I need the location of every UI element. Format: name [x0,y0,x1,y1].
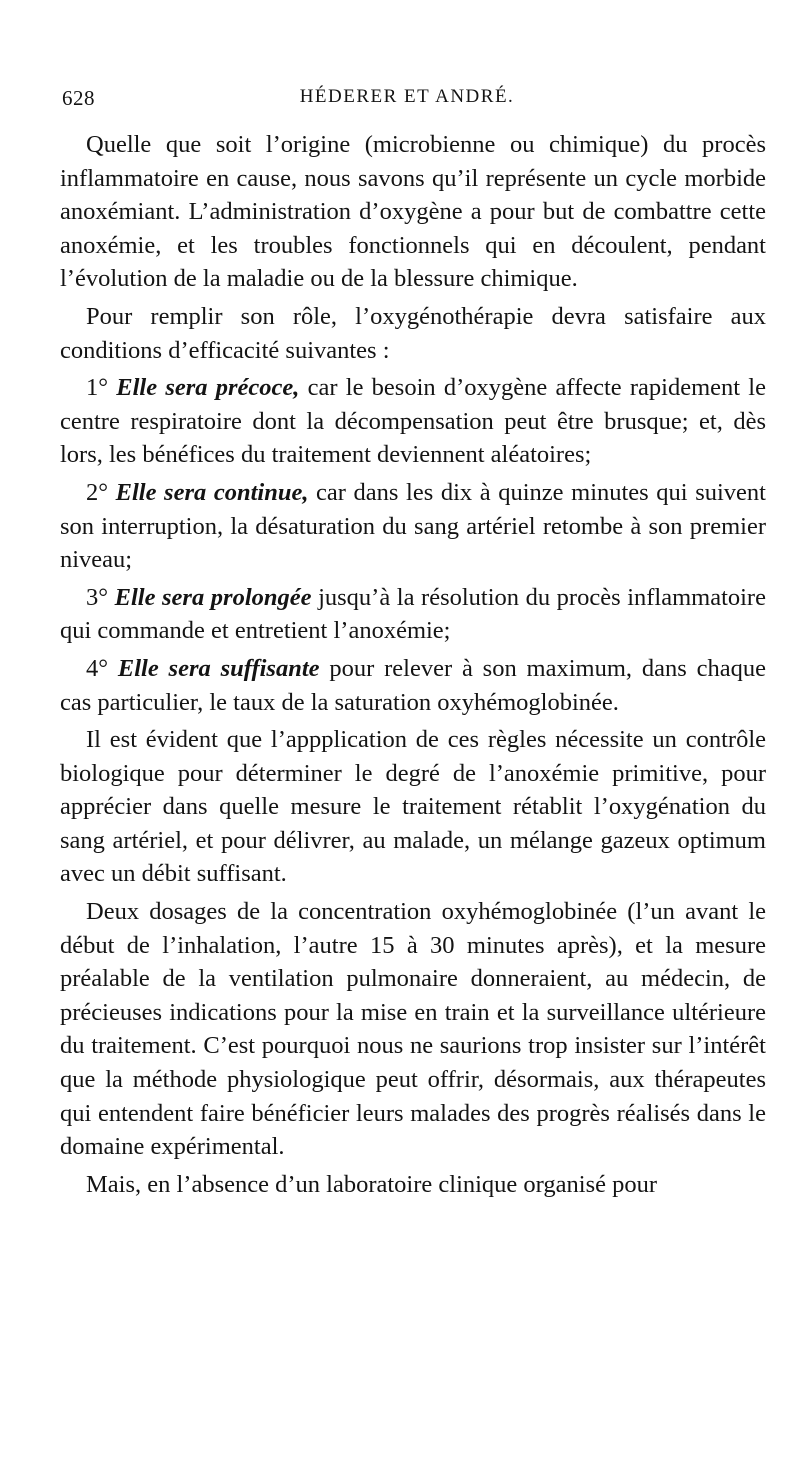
condition-emphasis: Elle sera précoce, [116,374,300,402]
page-header [62,86,752,110]
condition-emphasis: Elle sera suffisante [117,654,320,682]
page-number: 628 [62,86,95,110]
paragraph-laboratory: Mais, en l’absence d’un laboratoire clinique organisé pour [86,1170,658,1198]
item-number: 1° [86,374,117,402]
condition-item-4 [60,652,766,719]
paragraph-dosages: Deux dosages de la concentration oxyhémoglobinée (l’un avant le début de l’inhalation, l’autre 15 à 30 minutes après), et la mesure préalable de la ventilation pulmonaire donneraient, au médecin, de précieuses indications pour la mise en train et la surveillance ultérieure du traitement. C’est pourquoi nous ne saurions trop insister sur l’intérêt que la méthode physiologique peut offrir, désormais, aux thérapeutes qui entendent faire bénéficier leurs malades des progrès réalisés dans le domaine expérimental. [60,898,766,1161]
item-number: 4° [86,654,118,682]
condition-item-1 [60,371,766,472]
condition-text: car le besoin d’oxygène affecte rapidement le centre respiratoire dont la décompensation peut être brusque; et, dès lors, les bénéfices du traitement deviennent aléatoires; [60,374,766,469]
condition-item-2 [60,476,766,577]
paragraph-origin: Quelle que soit l’origine (microbienne ou chimique) du procès inflammatoire en cause, nous savons qu’il représente un cycle morbide anoxémiant. L’administration d’oxygène a pour but de combattre cette anoxémie, et les troubles fonctionnels qui en découlent, pendant l’évolution de la maladie ou de la blessure chimique. [60,131,766,293]
paragraph-conditions: Pour remplir son rôle, l’oxygénothérapie devra satisfaire aux conditions d’efficacité suivantes : [60,302,766,364]
paragraph-biological-control: Il est évident que l’appplication de ces règles nécessite un contrôle biologique pour déterminer le degré de l’anoxémie primitive, pour apprécier dans quelle mesure le traitement rétablit l’oxygénation du sang artériel, et pour délivrer, au malade, un mélange gazeux optimum avec un débit suffisant. [60,726,766,888]
condition-text: car dans les dix à quinze minutes qui suivent son interruption, la désaturation du sang artériel retombe à son premier niveau; [60,478,766,574]
body-text [60,128,766,1201]
condition-emphasis: Elle sera continue, [115,478,309,506]
running-head: HÉDERER ET ANDRÉ. [299,86,515,107]
item-number: 2° [86,478,116,506]
condition-emphasis: Elle sera prolongée [114,583,312,611]
item-number: 3° [86,583,115,611]
condition-text: jusqu’à la résolution du procès inflammatoire qui commande et entretient l’anoxémie; [60,583,766,645]
condition-text: pour relever à son maximum, dans chaque cas particulier, le taux de la saturation oxyhémoglobinée. [60,654,766,716]
condition-item-3 [60,581,766,648]
